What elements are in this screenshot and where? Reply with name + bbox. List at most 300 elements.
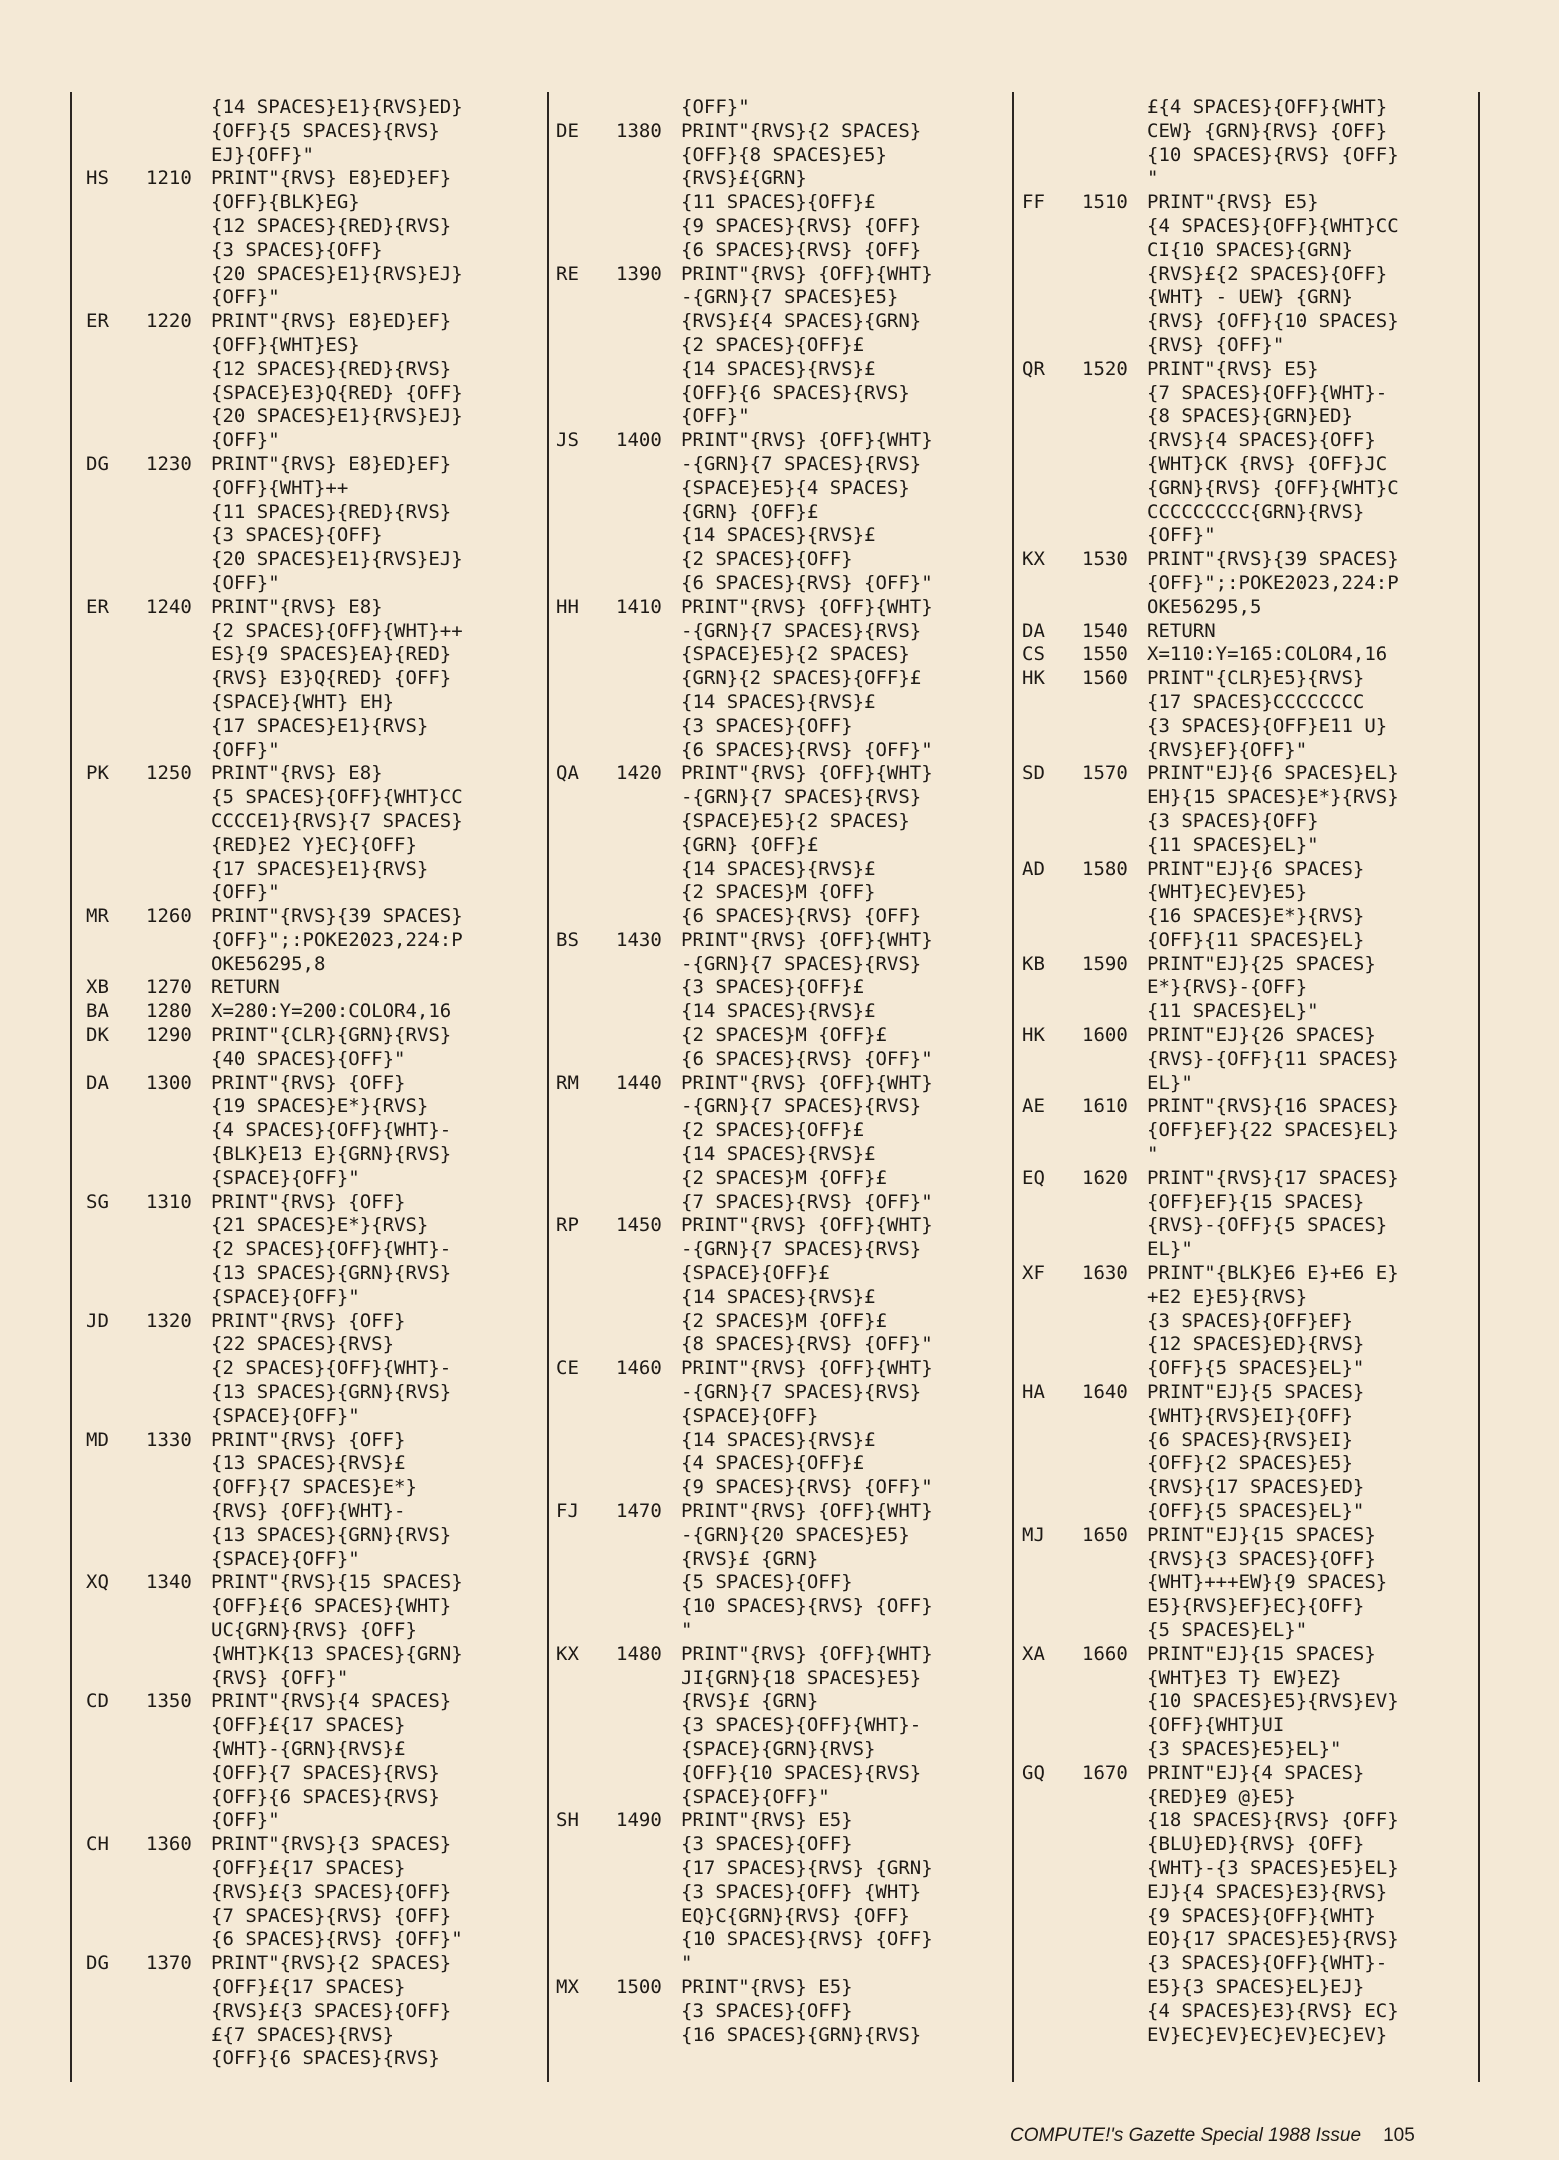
line-number (616, 215, 681, 239)
checksum (556, 1833, 616, 1857)
line-number: 1430 (616, 928, 662, 951)
column-rule-left (70, 92, 72, 2082)
code-text: PRINT"{CLR}E5}{RVS} (1147, 667, 1365, 690)
code-text: {5 SPACES}{OFF} (681, 1571, 853, 1594)
checksum (556, 1095, 616, 1119)
checksum (1022, 1072, 1082, 1096)
line-number (1082, 310, 1147, 334)
code-text: {9 SPACES}{RVS} {OFF} (681, 214, 922, 237)
checksum (556, 1667, 616, 1691)
line-number (146, 429, 211, 453)
line-number (146, 239, 211, 263)
line-number (146, 1905, 211, 1929)
code-text: PRINT"{RVS}{15 SPACES} (211, 1571, 463, 1594)
checksum: DA (86, 1071, 109, 1094)
code-text: -{GRN}{7 SPACES}{RVS} (681, 786, 922, 809)
code-text: PRINT"{RVS} {OFF}{WHT} (681, 1642, 933, 1665)
line-number (616, 1381, 681, 1405)
line-number (1082, 524, 1147, 548)
listing-line (556, 1167, 1006, 1191)
line-number (616, 2000, 681, 2024)
code-text: {WHT}K{13 SPACES}{GRN} (211, 1642, 463, 1665)
checksum (86, 1381, 146, 1405)
listing-line (1022, 834, 1472, 858)
checksum (1022, 263, 1082, 287)
line-number (616, 334, 681, 358)
line-number (146, 215, 211, 239)
listing-line (1022, 1024, 1472, 1048)
code-text: {SPACE}{OFF}£ (681, 1262, 830, 1285)
listing-line (1022, 810, 1472, 834)
checksum (1022, 881, 1082, 905)
line-number (616, 1571, 681, 1595)
checksum (1022, 810, 1082, 834)
listing-line (556, 1405, 1006, 1429)
listing-line (86, 1667, 541, 1691)
line-number (1082, 1429, 1147, 1453)
line-number (616, 96, 681, 120)
line-number (616, 1952, 681, 1976)
line-number (1082, 786, 1147, 810)
code-text: {6 SPACES}{RVS}EI} (1147, 1428, 1353, 1451)
code-text: {RVS}£{GRN} (681, 167, 807, 190)
line-number (616, 2024, 681, 2048)
line-number (1082, 453, 1147, 477)
checksum: DG (86, 1952, 109, 1975)
line-number (146, 1524, 211, 1548)
code-text: EH}{15 SPACES}E*}{RVS} (1147, 786, 1399, 809)
code-text: PRINT"{RVS}{17 SPACES} (1147, 1166, 1399, 1189)
checksum (1022, 1905, 1082, 1929)
checksum: HH (556, 595, 579, 618)
checksum (556, 1571, 616, 1595)
listing-line (1022, 1928, 1472, 1952)
line-number: 1600 (1082, 1024, 1128, 1047)
line-number (1082, 1595, 1147, 1619)
listing-line (556, 762, 1006, 786)
checksum: GQ (1022, 1761, 1045, 1784)
listing-line (1022, 1905, 1472, 1929)
checksum (86, 429, 146, 453)
listing-line (556, 881, 1006, 905)
line-number (146, 477, 211, 501)
checksum (1022, 120, 1082, 144)
line-number (146, 286, 211, 310)
listing-line (86, 1738, 541, 1762)
code-text: E5}{RVS}EF}EC}{OFF} (1147, 1595, 1365, 1618)
line-number (1082, 501, 1147, 525)
code-text: {OFF}{10 SPACES}{RVS} (681, 1761, 922, 1784)
code-text: {13 SPACES}{RVS}£ (211, 1452, 406, 1475)
line-number (146, 1881, 211, 1905)
listing-line (86, 1262, 541, 1286)
code-text: {3 SPACES}{OFF} (681, 1833, 853, 1856)
line-number (146, 1976, 211, 2000)
listing-line (86, 1191, 541, 1215)
line-number (146, 1357, 211, 1381)
checksum (86, 929, 146, 953)
code-text: JI{GRN}{18 SPACES}E5} (681, 1666, 922, 1689)
checksum: FF (1022, 191, 1045, 214)
checksum (1022, 1619, 1082, 1643)
code-text: {RVS} {OFF}{10 SPACES} (1147, 310, 1399, 333)
line-number (1082, 739, 1147, 763)
code-text: PRINT"EJ}{6 SPACES}EL} (1147, 762, 1399, 785)
listing-line (1022, 1762, 1472, 1786)
line-number (616, 691, 681, 715)
line-number (1082, 1571, 1147, 1595)
checksum (86, 1976, 146, 2000)
checksum (1022, 691, 1082, 715)
listing-line (86, 834, 541, 858)
listing-line (1022, 667, 1472, 691)
listing-line (86, 739, 541, 763)
listing-line (1022, 1690, 1472, 1714)
listing-line (556, 358, 1006, 382)
listing-line (556, 643, 1006, 667)
code-text: {GRN}{2 SPACES}{OFF}£ (681, 667, 922, 690)
code-text: {OFF}£{17 SPACES} (211, 1714, 406, 1737)
code-text: ES}{9 SPACES}EA}{RED} (211, 643, 452, 666)
code-text: {3 SPACES}{OFF} {WHT} (681, 1880, 922, 1903)
listing-line (86, 858, 541, 882)
listing-line (86, 762, 541, 786)
checksum (556, 739, 616, 763)
line-number (146, 1548, 211, 1572)
listing-line (86, 263, 541, 287)
checksum (556, 310, 616, 334)
code-text: {12 SPACES}ED}{RVS} (1147, 1333, 1365, 1356)
code-text: {OFF}{WHT}++ (211, 476, 349, 499)
checksum (1022, 1500, 1082, 1524)
checksum (86, 1048, 146, 1072)
line-number (146, 1500, 211, 1524)
line-number (616, 1119, 681, 1143)
code-text: PRINT"{RVS} {OFF} (211, 1071, 406, 1094)
listing-line (86, 286, 541, 310)
listing-line (86, 1833, 541, 1857)
code-text: PRINT"EJ}{25 SPACES} (1147, 952, 1376, 975)
line-number (1082, 905, 1147, 929)
checksum (556, 715, 616, 739)
line-number (616, 572, 681, 596)
code-text: {OFF}{7 SPACES}{RVS} (211, 1761, 440, 1784)
line-number: 1330 (146, 1428, 192, 1451)
code-text: {OFF}" (211, 286, 280, 309)
checksum (1022, 1429, 1082, 1453)
code-text: {OFF}EF}{15 SPACES} (1147, 1190, 1365, 1213)
line-number (1082, 691, 1147, 715)
checksum (556, 1405, 616, 1429)
line-number (616, 1476, 681, 1500)
line-number: 1290 (146, 1024, 192, 1047)
listing-line (86, 691, 541, 715)
line-number (1082, 1548, 1147, 1572)
checksum (1022, 1595, 1082, 1619)
line-number (146, 1286, 211, 1310)
checksum (86, 739, 146, 763)
checksum (1022, 1452, 1082, 1476)
checksum (1022, 596, 1082, 620)
line-number (616, 881, 681, 905)
checksum (1022, 1809, 1082, 1833)
code-text: {OFF}" (1147, 524, 1216, 547)
line-number (1082, 263, 1147, 287)
checksum (86, 2000, 146, 2024)
listing-line (1022, 524, 1472, 548)
checksum (86, 1500, 146, 1524)
listing-line (556, 572, 1006, 596)
checksum (86, 501, 146, 525)
line-number (1082, 1286, 1147, 1310)
checksum (1022, 477, 1082, 501)
code-text: {RED}E9 @}E5} (1147, 1785, 1296, 1808)
checksum (556, 1333, 616, 1357)
checksum (556, 1286, 616, 1310)
code-text: {4 SPACES}{OFF}{WHT}CC (1147, 214, 1399, 237)
code-text: {20 SPACES}E1}{RVS}EJ} (211, 262, 463, 285)
checksum: EQ (1022, 1166, 1045, 1189)
listing-line (1022, 286, 1472, 310)
listing-line (556, 1214, 1006, 1238)
checksum: MD (86, 1428, 109, 1451)
line-number (1082, 477, 1147, 501)
code-text: {4 SPACES}E3}{RVS} EC} (1147, 1999, 1399, 2022)
line-number (146, 524, 211, 548)
code-text: -{GRN}{7 SPACES}{RVS} (681, 452, 922, 475)
line-number (616, 1405, 681, 1429)
checksum (86, 858, 146, 882)
listing-line (86, 1905, 541, 1929)
code-text: {RVS} {OFF}" (211, 1666, 349, 1689)
checksum (556, 643, 616, 667)
line-number: 1580 (1082, 857, 1128, 880)
listing-line (556, 810, 1006, 834)
listing-line (556, 429, 1006, 453)
code-text: X=280:Y=200:COLOR4,16 (211, 1000, 452, 1023)
listing-line (86, 1238, 541, 1262)
listing-line (1022, 572, 1472, 596)
checksum (1022, 1833, 1082, 1857)
listing-line (86, 1857, 541, 1881)
listing-line (556, 1571, 1006, 1595)
line-number (1082, 120, 1147, 144)
code-text: {17 SPACES}{RVS} {GRN} (681, 1856, 933, 1879)
checksum (556, 905, 616, 929)
listing-line (556, 2000, 1006, 2024)
listing-line (556, 405, 1006, 429)
checksum (86, 572, 146, 596)
checksum: JD (86, 1309, 109, 1332)
code-text: {10 SPACES}E5}{RVS}EV} (1147, 1690, 1399, 1713)
listing-line (1022, 1500, 1472, 1524)
line-number (1082, 1143, 1147, 1167)
checksum (556, 477, 616, 501)
checksum (556, 1690, 616, 1714)
listing-line (86, 1643, 541, 1667)
listing-line (1022, 1857, 1472, 1881)
code-text: PRINT"{RVS} E8} (211, 762, 383, 785)
line-number: 1540 (1082, 619, 1128, 642)
line-number: 1490 (616, 1809, 662, 1832)
checksum (86, 786, 146, 810)
line-number: 1350 (146, 1690, 192, 1713)
code-text: {OFF}{7 SPACES}E*} (211, 1476, 417, 1499)
listing-line (86, 310, 541, 334)
code-text: {GRN}{RVS} {OFF}{WHT}C (1147, 476, 1399, 499)
line-number: 1230 (146, 452, 192, 475)
listing-line (86, 382, 541, 406)
listing-line (556, 1381, 1006, 1405)
checksum (1022, 1952, 1082, 1976)
code-text: PRINT"EJ}{15 SPACES} (1147, 1642, 1376, 1665)
listing-line (86, 1619, 541, 1643)
line-number (616, 1167, 681, 1191)
line-number (146, 1667, 211, 1691)
code-text: {WHT}EC}EV}E5} (1147, 881, 1308, 904)
line-number (146, 1405, 211, 1429)
checksum: HK (1022, 1024, 1045, 1047)
line-number (146, 1143, 211, 1167)
checksum (556, 1714, 616, 1738)
code-text: PRINT"EJ}{4 SPACES} (1147, 1761, 1365, 1784)
code-text: {3 SPACES}{OFF} (681, 1999, 853, 2022)
checksum (1022, 1667, 1082, 1691)
checksum (1022, 524, 1082, 548)
listing-line (1022, 1167, 1472, 1191)
checksum (1022, 215, 1082, 239)
checksum (556, 691, 616, 715)
checksum (1022, 453, 1082, 477)
listing-line (556, 1476, 1006, 1500)
checksum (556, 834, 616, 858)
checksum: XA (1022, 1642, 1045, 1665)
line-number: 1340 (146, 1571, 192, 1594)
checksum (1022, 1476, 1082, 1500)
line-number (146, 953, 211, 977)
checksum (86, 1857, 146, 1881)
listing-line (1022, 501, 1472, 525)
checksum (556, 1881, 616, 1905)
checksum (556, 858, 616, 882)
code-text: {OFF}{5 SPACES}EL}" (1147, 1357, 1365, 1380)
code-text: {6 SPACES}{RVS} {OFF}" (681, 738, 933, 761)
listing-line (556, 1905, 1006, 1929)
listing-line (86, 715, 541, 739)
listing-line (1022, 453, 1472, 477)
listing-line (556, 715, 1006, 739)
listing-line (86, 881, 541, 905)
line-number (1082, 429, 1147, 453)
listing-line (556, 263, 1006, 287)
checksum (86, 1167, 146, 1191)
listing-line (1022, 762, 1472, 786)
line-number: 1300 (146, 1071, 192, 1094)
listing-line (1022, 1786, 1472, 1810)
code-text: {RVS} {OFF}{WHT}- (211, 1500, 406, 1523)
listing-line (1022, 1238, 1472, 1262)
checksum (86, 1357, 146, 1381)
checksum (556, 96, 616, 120)
line-number: 1410 (616, 595, 662, 618)
listing-line (556, 905, 1006, 929)
line-number (1082, 881, 1147, 905)
listing-column-1 (86, 96, 541, 2071)
checksum (86, 215, 146, 239)
checksum (1022, 1214, 1082, 1238)
checksum: CS (1022, 643, 1045, 666)
code-text: {GRN} {OFF}£ (681, 500, 819, 523)
code-text: {OFF}EF}{22 SPACES}EL} (1147, 1119, 1399, 1142)
listing-line (86, 1452, 541, 1476)
checksum (1022, 1048, 1082, 1072)
checksum (86, 1405, 146, 1429)
line-number (616, 1429, 681, 1453)
checksum (86, 834, 146, 858)
checksum (86, 96, 146, 120)
code-text: PRINT"{RVS} {OFF}{WHT} (681, 1357, 933, 1380)
checksum (556, 167, 616, 191)
line-number: 1260 (146, 905, 192, 928)
code-text: PRINT"{RVS} E5} (1147, 191, 1319, 214)
checksum (86, 1619, 146, 1643)
code-text: {6 SPACES}{RVS} {OFF}" (681, 1047, 933, 1070)
checksum (1022, 239, 1082, 263)
checksum (556, 1238, 616, 1262)
line-number: 1450 (616, 1214, 662, 1237)
line-number (1082, 976, 1147, 1000)
code-text: {OFF}{BLK}EG} (211, 191, 360, 214)
line-number (1082, 1072, 1147, 1096)
code-text: E*}{RVS}-{OFF} (1147, 976, 1308, 999)
line-number (146, 1095, 211, 1119)
checksum (556, 810, 616, 834)
checksum (1022, 1357, 1082, 1381)
code-text: {RVS} E3}Q{RED} {OFF} (211, 667, 452, 690)
listing-line (1022, 1310, 1472, 1334)
code-text: {RVS}{17 SPACES}ED} (1147, 1476, 1365, 1499)
checksum (1022, 786, 1082, 810)
code-text: PRINT"{BLK}E6 E}+E6 E} (1147, 1262, 1399, 1285)
code-text: {6 SPACES}{RVS} {OFF}" (211, 1928, 463, 1951)
code-text: {RVS}£{3 SPACES}{OFF} (211, 1999, 452, 2022)
line-number (146, 810, 211, 834)
code-text: PRINT"EJ}{5 SPACES} (1147, 1381, 1365, 1404)
listing-line (86, 1214, 541, 1238)
listing-line (1022, 1667, 1472, 1691)
line-number (1082, 1905, 1147, 1929)
code-text: {3 SPACES}{OFF} (211, 524, 383, 547)
line-number (1082, 1952, 1147, 1976)
checksum (1022, 905, 1082, 929)
line-number (1082, 1048, 1147, 1072)
code-text: UC{GRN}{RVS} {OFF} (211, 1619, 417, 1641)
code-text: {6 SPACES}{RVS} {OFF}" (681, 571, 933, 594)
listing-line (1022, 1119, 1472, 1143)
checksum (86, 1762, 146, 1786)
code-text: {RVS}£{2 SPACES}{OFF} (1147, 262, 1388, 285)
line-number: 1470 (616, 1500, 662, 1523)
checksum: BS (556, 928, 579, 951)
code-text: {14 SPACES}{RVS}£ (681, 1428, 876, 1451)
line-number (1082, 215, 1147, 239)
listing-line (86, 976, 541, 1000)
listing-line (1022, 1976, 1472, 2000)
code-text: {5 SPACES}{OFF}{WHT}CC (211, 786, 463, 809)
listing-line (556, 1452, 1006, 1476)
checksum: RE (556, 262, 579, 285)
checksum (556, 1000, 616, 1024)
